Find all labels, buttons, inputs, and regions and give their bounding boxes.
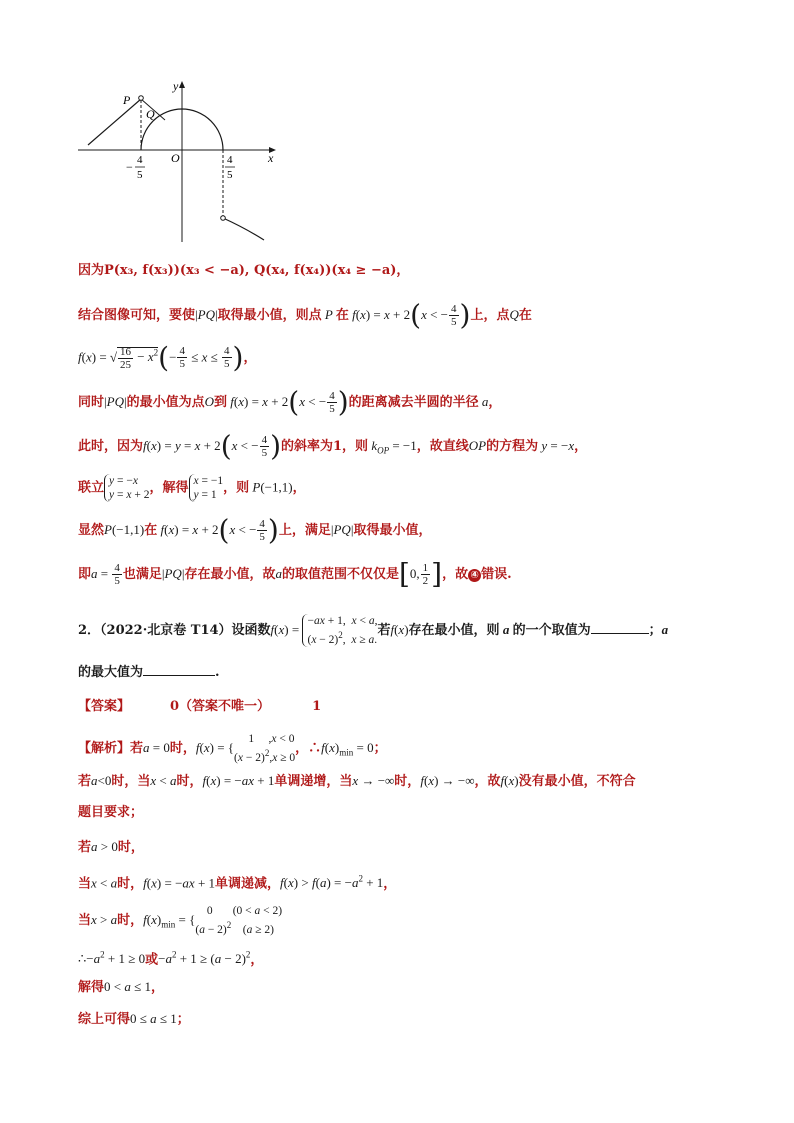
analysis-s3: 题目要求； — [78, 805, 144, 820]
analysis-s5-a: 当 — [78, 876, 92, 892]
line-2: 结合图像可知，要使|PQ|取得最小值，则点 P 在 f(x) = x + 2(x < − $\frac{4}{5}$ )上，点Q在 — [78, 298, 532, 332]
analysis-label: 【解析】 — [78, 740, 131, 756]
analysis-s8: 解得 — [78, 980, 105, 995]
analysis-s5-b: 时， — [117, 876, 144, 892]
label-o: O — [171, 151, 180, 165]
function-graph — [70, 72, 290, 250]
q2-line-1: 2．（2022·北京卷 T14）设函数f(x) = −ax + 1, x < a, $(x - 2)^2$, x ≥ a.若f(x)存在最小值，则 a 的一个取值为 ；a — [78, 615, 669, 646]
analysis-line-1: 【解析】若a = 0时，f(x) = { 1 ,x < 0 $(x - 2)^2,x \ge 0$，$\therefore f(x)_{min} = 0$； — [78, 733, 387, 764]
line-5-c: ，故直线 — [416, 439, 469, 454]
analysis-line-8: 解得0 < a ≤ 1， — [78, 979, 165, 995]
line-6-b: ，解得 — [149, 480, 189, 496]
line-1 — [78, 262, 409, 280]
line-8-c: 存在最小值，故 — [184, 567, 276, 582]
line-4-a: 同时 — [78, 395, 105, 410]
line-7-b: 在 — [144, 523, 158, 538]
analysis-s2-d: 单调递增，当 — [274, 774, 353, 789]
q2-head: 2．（2022·北京卷 T14）设函数 — [78, 622, 271, 638]
label-neg-num: 4 — [137, 154, 143, 166]
analysis-s6-b: 时， — [117, 912, 144, 928]
analysis-s2-b: 时，当 — [111, 774, 151, 789]
line-7: 显然P(−1,1)在 f(x) = x + 2(x < − $\frac{4}{5}$ )上，满足|PQ|取得最小值， — [78, 513, 432, 547]
analysis-s6-a: 当 — [78, 912, 92, 928]
analysis-line-6: 当x > a时，$f(x)_{min}$ = { 0 (0 < a < 2) $(a - 2)^2$ (a ≥ 2) — [78, 905, 283, 936]
analysis-s2-g: 没有最小值，不符合 — [518, 774, 636, 789]
analysis-line-3 — [78, 804, 143, 822]
label-neg-sign: − — [126, 160, 133, 174]
line-4: 同时|PQ|的最小值为点O到 f(x) = x + 2(x < − $\frac{4}{5}$ )的距离减去半圆的半径 a， — [78, 385, 502, 419]
q2-after-fn: 若 — [377, 622, 391, 638]
line-4-d: 的距离减去半圆的半径 — [348, 395, 479, 410]
open-point-top — [139, 96, 144, 101]
answer-value-2: 1 — [312, 699, 322, 714]
line-7-c: 上，满足 — [278, 523, 331, 538]
analysis-s4-b: 时， — [117, 840, 144, 855]
analysis-line-5: 当x < a时，f(x) = −ax + 1单调递减，$f(x) > f(a) = -a^2 + 1$， — [78, 874, 397, 892]
analysis-s9: 综上可得 — [78, 1012, 131, 1027]
line-8-f: 错误. — [481, 567, 512, 582]
open-point-bottom — [221, 216, 226, 221]
analysis-s2-c: 时， — [176, 774, 203, 789]
line-4-b: 的最小值为点 — [126, 395, 205, 410]
line-2-a: 结合图像可知，要使 — [78, 308, 196, 323]
y-axis-arrow — [179, 81, 185, 88]
analysis-s4-a: 若 — [78, 840, 92, 855]
label-pos-den: 5 — [227, 169, 233, 181]
lower-curve — [223, 218, 264, 240]
analysis-s7-or: 或 — [145, 952, 159, 968]
line-8-a: 即 — [78, 567, 92, 582]
label-y: y — [173, 79, 179, 93]
analysis-line-4: 若a > 0时， — [78, 839, 144, 855]
line-2-e: 在 — [518, 308, 532, 323]
circled-4: ④ — [468, 569, 481, 582]
line-8-e: ，故 — [442, 567, 469, 582]
line-5: 此时，因为f(x) = y = x + 2(x < − $\frac{4}{5}$ )的斜率为1，则 $k_{OP} = -1$，故直线OP的方程为 y = −x， — [78, 429, 588, 463]
q2-line2: 的最大值为 — [78, 665, 144, 680]
answer-label: 【答案】 — [78, 699, 131, 714]
line-2-d: 上，点 — [470, 308, 510, 323]
analysis-s1-b: 时， — [169, 740, 196, 756]
analysis-s2-a: 若 — [78, 774, 92, 789]
answer-value-1: 0（答案不唯一） — [170, 699, 271, 714]
line-7-a: 显然 — [78, 523, 105, 538]
q2-cond: 存在最小值，则 — [408, 622, 500, 638]
line-8: 即a = $\frac{4}{5}$ 也满足|PQ|存在最小值，故a的取值范围不仅仅是[0, $\frac{1}{2}$ ]，故 ④ 错误. — [78, 557, 512, 591]
q2-dot: . — [215, 665, 220, 680]
line-6: 联立 y = −x y = x + 2，解得 x = −1 y = 1 ，则 P(−1,1)， — [78, 475, 306, 501]
analysis-s5-c: 单调递减， — [215, 876, 281, 892]
line-5-d: 的方程为 — [486, 439, 539, 454]
analysis-line-9: 综上可得0 ≤ a ≤ 1； — [78, 1011, 190, 1027]
line-5-b: 的斜率为1，则 — [281, 439, 369, 454]
label-neg-den: 5 — [137, 169, 143, 181]
line-8-d: 的取值范围不仅仅是 — [281, 567, 399, 582]
label-pos-num: 4 — [227, 154, 233, 166]
line-2-b: 取得最小值，则点 — [217, 308, 322, 323]
analysis-s2-f: ，故 — [474, 774, 501, 789]
line-2-c: 在 — [335, 308, 349, 323]
line-5-a: 此时，因为 — [78, 439, 144, 454]
line-7-d: 取得最小值， — [353, 523, 432, 538]
label-q: Q — [146, 107, 155, 121]
label-p: P — [123, 93, 131, 107]
label-x: x — [268, 151, 274, 165]
line-8-b: 也满足 — [122, 567, 162, 582]
line-segment — [88, 99, 141, 145]
answer-line — [78, 698, 321, 716]
q2-line-2 — [78, 664, 220, 682]
line-6-a: 联立 — [78, 480, 105, 496]
analysis-line-7: $\therefore-a^2 + 1 \ge 0$或$-a^2 + 1 \ge (a - 2)^2$， — [78, 950, 264, 968]
line-1-text: 因为P(x₃, f(x₃))(x₃ < −a), Q(x₄, f(x₄))(x₄ ≥ −a)， — [78, 263, 410, 278]
line-6-c: ，则 — [223, 480, 250, 496]
line-3: f(x) = √ $\frac{16}{25}$ − $x^2(-$ $\frac{4}{5}$ ≤ x ≤ $\frac{4}{5}$ )， — [78, 340, 257, 374]
analysis-s1-a: 若 — [130, 740, 144, 756]
q2-ask1: 的一个取值为 — [512, 622, 591, 638]
line-4-c: 到 — [213, 395, 227, 410]
q2-semi: ； — [648, 622, 662, 638]
analysis-s2-e: 时， — [394, 774, 421, 789]
analysis-line-2: 若a<0时，当x < a时，f(x) = −ax + 1单调递增，当x → −∞时，f(x) → −∞，故f(x)没有最小值，不符合 — [78, 773, 636, 789]
analysis-s1-c: ，∴ — [295, 740, 322, 756]
